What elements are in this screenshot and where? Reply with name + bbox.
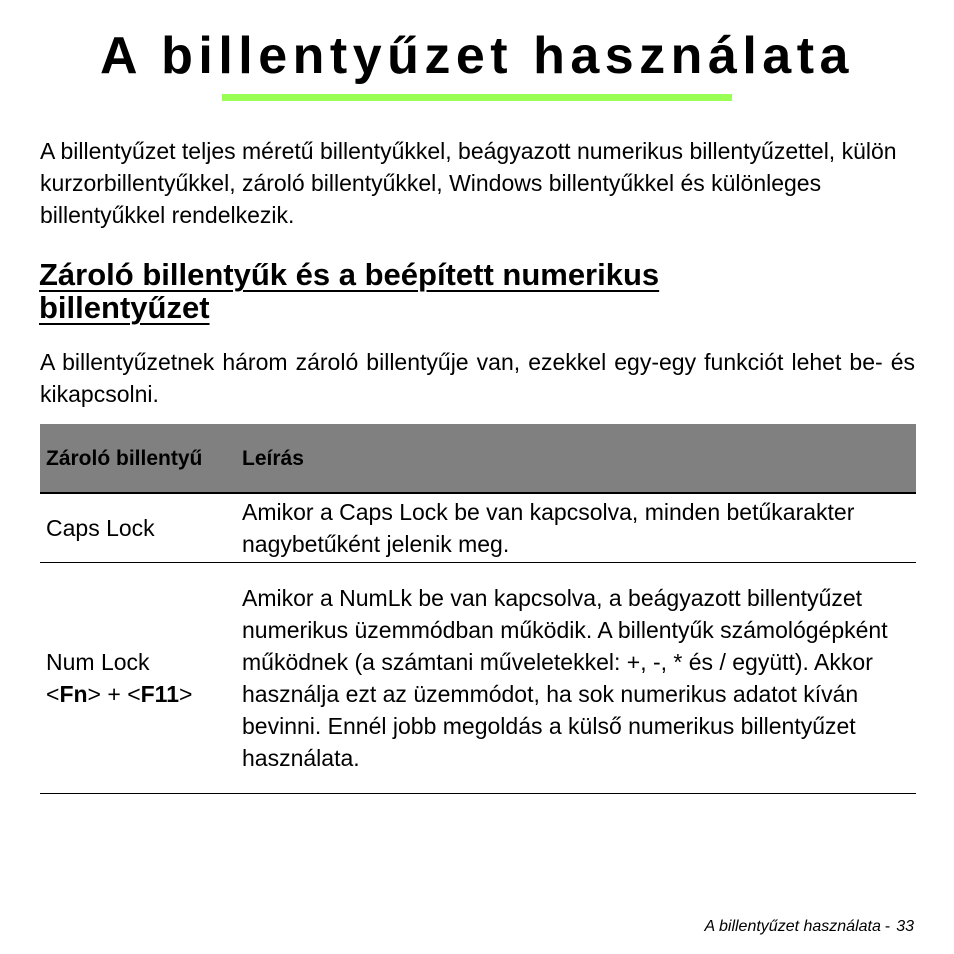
- shortcut-key-f11: F11: [140, 681, 179, 707]
- table-row-caps-lock: [40, 493, 916, 563]
- table-row-num-lock: [40, 563, 916, 794]
- shortcut-key-fn: Fn: [59, 681, 88, 707]
- cell-desc-caps-lock: Amikor a Caps Lock be van kapcsolva, minden betűkarakter nagybetűként jelenik meg.: [236, 493, 916, 563]
- section-heading-text: Zároló billentyűk és a beépített numerikus billentyűzet: [39, 257, 660, 325]
- num-lock-shortcut: [46, 678, 230, 710]
- section-heading: [39, 258, 799, 324]
- section-paragraph: A billentyűzetnek három zároló billentyűje van, ezekkel egy-egy funkciót lehet be- és kikapcsolni.: [40, 349, 915, 407]
- cell-key-num-lock: [40, 563, 236, 794]
- cell-desc-num-lock: Amikor a NumLk be van kapcsolva, a beágyazott billentyűzet numerikus üzemmódban működik. A billentyűk számológépként működnek (a számtani műveletekkel: +, -, * és / együtt). Akkor használja ezt az üzemmódot, ha sok numerikus adatot kíván bevinni. Ennél jobb megoldás a külső numerikus billentyűzet használata.: [236, 563, 916, 794]
- footer-section-name: A billentyűzet használata: [704, 918, 881, 935]
- page-title: A billentyűzet használata: [100, 27, 854, 85]
- footer-page-number: 33: [896, 918, 914, 935]
- shortcut-plus: > + <: [87, 681, 141, 707]
- shortcut-close: >: [179, 681, 193, 707]
- shortcut-open: <: [46, 681, 60, 707]
- lock-keys-table: [40, 424, 916, 794]
- page-footer: [704, 918, 914, 936]
- title-accent-bar: [222, 94, 732, 101]
- num-lock-label: Num Lock: [46, 649, 150, 675]
- header-lock-key: Zároló billentyű: [40, 424, 236, 493]
- header-description: Leírás: [236, 424, 916, 493]
- intro-paragraph: A billentyűzet teljes méretű billentyűkkel, beágyazott numerikus billentyűzettel, külön kurzorbillentyűkkel, zároló billentyűkkel, Windows billentyűkkel és különleges billentyűkkel rendelkezik.: [40, 138, 897, 228]
- table-header-row: [40, 424, 916, 493]
- footer-separator: -: [884, 918, 891, 935]
- cell-key-caps-lock: Caps Lock: [40, 493, 236, 563]
